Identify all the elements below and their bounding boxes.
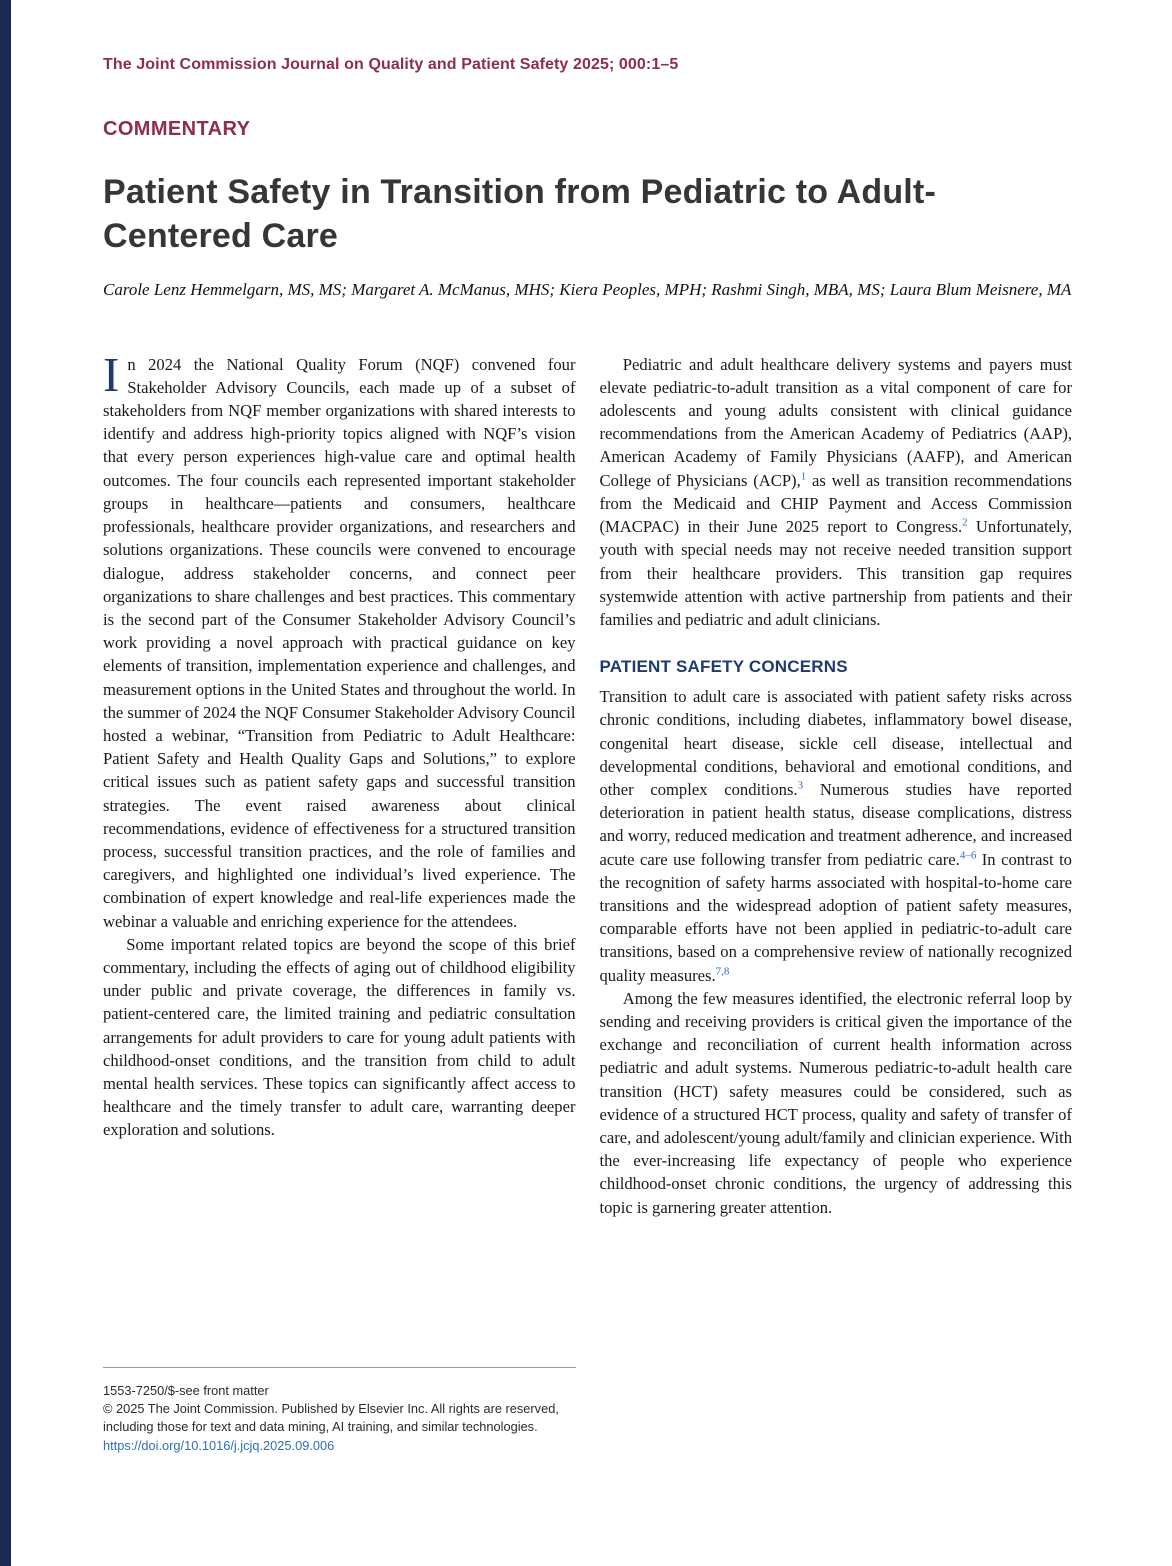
paragraph-intro — [103, 346, 576, 933]
footnote-divider — [103, 1367, 576, 1368]
section-heading-patient-safety-concerns: PATIENT SAFETY CONCERNS — [599, 657, 848, 677]
left-column — [103, 346, 576, 1473]
citation-ref[interactable]: 4–6 — [959, 849, 977, 861]
citation-ref[interactable]: 2 — [962, 516, 968, 529]
paragraph-scope: Some important related topics are beyond the scope of this brief commentary, including the effects of aging out of childhood eligibility under public and private coverage, the differences in family vs. patient-centered care, the limited training and pediatric consultation arrangements for adult providers to care for young adult patients with childhood-onset conditions, and the transition from child to adult mental health services. These topics can significantly affect access to healthcare and the timely transfer to adult care, warranting deeper exploration and solutions. — [103, 934, 576, 1140]
citation-ref[interactable]: 7,8 — [715, 965, 730, 978]
paragraph-measures: Among the few measures identified, the electronic referral loop by sending and receiving providers is critical given the importance of the exchange and reconciliation of current health information across pediatric and adult systems. Numerous pediatric-to-adult health care transition (HCT) safety measures could be considered, such as evidence of a structured HCT process, quality and safety of transfer of care, and adolescent/young adult/family and clinician experience. With the ever-increasing life expectancy of people who experience childhood-onset chronic conditions, the urgency of addressing this topic is garnering greater attention. — [599, 988, 1072, 1217]
journal-header: The Joint Commission Journal on Quality and Patient Safety 2025; 000:1–5 — [103, 56, 679, 73]
paragraph-safety-risks — [600, 685, 1073, 987]
footnote-block — [103, 1367, 576, 1473]
citation-ref[interactable]: 1 — [800, 470, 807, 483]
doi-link[interactable]: https://doi.org/10.1016/j.jcjq.2025.09.006 — [103, 1437, 335, 1453]
text-run: Numerous studies have reported deterioration in patient health status, disease complications, distress and worry, reduced medication and treatment adherence, and increased acute care use following transfer from pediatric care. — [599, 779, 1072, 869]
footnote-issn: 1553-7250/$-see front matter — [103, 1383, 269, 1399]
text-run: as well as transition recommendations from the Medicaid and CHIP Payment and Access Commission (MACPAC) in their June 2025 report to Congress. — [599, 470, 1072, 537]
authors-line: Carole Lenz Hemmelgarn, MS, MS; Margaret A. McManus, MHS; Kiera Peoples, MPH; Rashmi Singh, MBA, MS; Laura Blum Meisnere, MA — [103, 280, 1072, 300]
footnote-copyright: © 2025 The Joint Commission. Published by Elsevier Inc. All rights are reserved, including those for text and data mining, AI training, and similar technologies. — [103, 1401, 559, 1435]
text-run: In contrast to the recognition of safety harms associated with hospital-to-home care transitions and the widespread adoption of patient safety measures, comparable efforts have not been applied in pediatric-to-adult care transitions, based on a comprehensive review of nationally recognized quality measures. — [599, 849, 1072, 985]
text-run: Pediatric and adult healthcare delivery systems and payers must elevate pediatric-to-adult transition as a vital component of care for adolescents and young adults consistent with clinical guidance recommendations from the American Academy of Pediatrics (AAP), American Academy of Family Physicians (AAFP), and American College of Physicians (ACP), — [599, 354, 1072, 490]
page-edge-bar — [0, 0, 11, 1566]
right-column — [600, 353, 1073, 1473]
text-run: Unfortunately, youth with special needs may not receive needed transition support from their healthcare providers. This transition gap requires systemwide attention with active partnership from patients and their families and pediatric and adult clinicians. — [599, 517, 1072, 629]
section-label-commentary: COMMENTARY — [103, 118, 251, 140]
two-column-body — [103, 346, 1072, 1473]
drop-cap: I — [103, 346, 120, 402]
text-run: Transition to adult care is associated with patient safety risks across chronic conditions, including diabetes, inflammatory bowel disease, congenital heart disease, sickle cell disease, intellectual and developmental conditions, behavioral and emotional conditions, and other complex conditions. — [599, 687, 1072, 799]
text-run: n 2024 the National Quality Forum (NQF) convened four Stakeholder Advisory Councils, each made up of a subset of stakeholders from NQF member organizations with shared interests to identify and address high-priority topics aligned with NQF’s vision that every person experiences high-value care and optimal health outcomes. The four councils each represented important stakeholder groups in healthcare—patients and consumers, healthcare professionals, healthcare provider organizations, and researchers and solutions organizations. These councils were convened to encourage dialogue, address stakeholder concerns, and connect peer organizations to share challenges and best practices. This commentary is the second part of the Consumer Stakeholder Advisory Council’s work providing a novel approach with practical guidance on key elements of transition, implementation experience and challenges, and measurement options in the United States and throughout the world. In the summer of 2024 the NQF Consumer Stakeholder Advisory Council hosted a webinar, “Transition from Pediatric to Adult Healthcare: Patient Safety and Health Quality Gaps and Solutions,” to explore critical issues such as patient safety gaps and successful transition strategies. The event raised awareness about clinical recommendations, evidence of effectiveness for a structured transition process, successful transition practices, and the role of families and caregivers, and highlighted one individual’s lived experience. The combination of expert knowledge and real-life experiences made the webinar a valuable and enriching experience for the attendees. — [103, 354, 576, 931]
paragraph-guidance — [600, 353, 1073, 631]
article-title: Patient Safety in Transition from Pediatric to Adult-Centered Care — [103, 173, 936, 255]
citation-ref[interactable]: 3 — [797, 779, 804, 792]
